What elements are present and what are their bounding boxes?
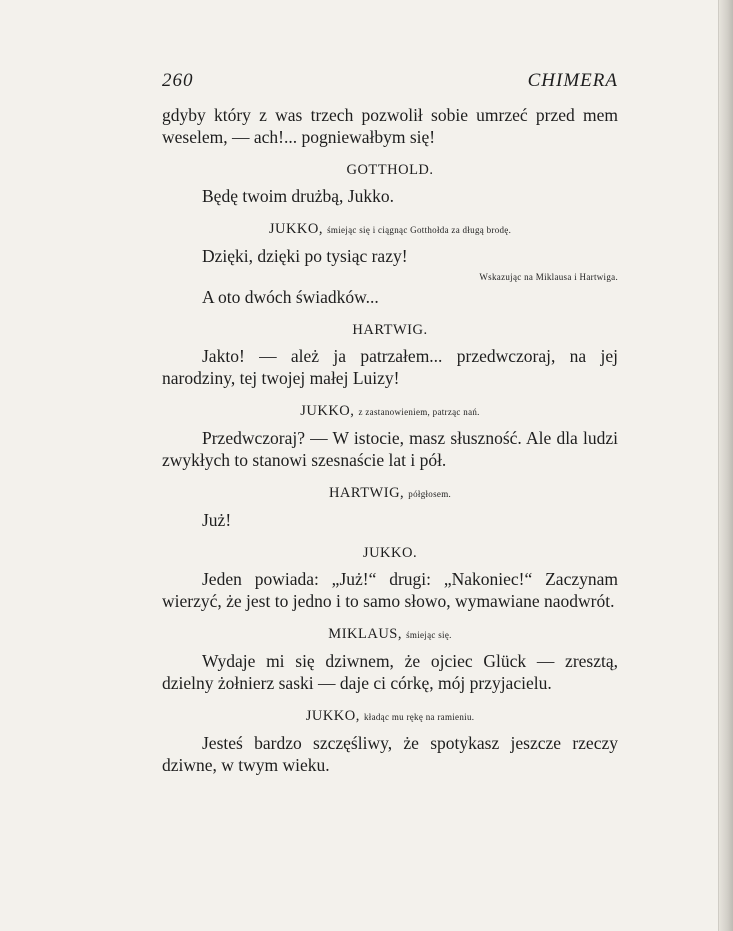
running-title: CHIMERA xyxy=(527,70,618,91)
speaker-name: GOTTHOLD. xyxy=(346,162,434,178)
speaker-name: JUKKO. xyxy=(362,545,418,561)
speaker-direction: z zastanowieniem, patrząc nań. xyxy=(358,407,480,417)
paragraph: Jesteś bardzo szczęśliwy, że spotykasz jeszcze rzeczy dziwne, w twym wieku. xyxy=(162,733,618,775)
paragraph: Jakto! — ależ ja patrzałem... przedwczoraj, na jej narodziny, tej twojej małej Luizy! xyxy=(162,346,618,388)
speaker-name: JUKKO, xyxy=(300,403,355,419)
paragraph: gdyby który z was trzech pozwolił sobie umrzeć przed mem weselem, — ach!... pogniewałbym się! xyxy=(162,105,618,147)
paragraph: Już! xyxy=(202,510,232,530)
speaker-heading xyxy=(162,220,618,239)
speaker-heading xyxy=(162,402,618,421)
speaker-name: JUKKO, xyxy=(305,708,360,724)
page-edge xyxy=(719,0,733,931)
paragraph: Jeden powiada: „Już!“ drugi: „Nakoniec!“ Zaczynam wierzyć, że jest to jedno i to samo słowo, wymawiane naodwrót. xyxy=(162,569,618,611)
speaker-name: MIKLAUS, xyxy=(328,626,402,642)
speaker-direction: śmiejąc się i ciągnąc Gotthołda za długą brodę. xyxy=(327,225,512,235)
speaker-name: HARTWIG. xyxy=(352,322,428,338)
speaker-direction: kładąc mu rękę na ramieniu. xyxy=(363,712,475,722)
paragraph: A oto dwóch świadków... xyxy=(202,287,379,307)
speaker-heading xyxy=(162,321,618,339)
speaker-direction: śmiejąc się. xyxy=(406,630,452,640)
speaker-heading xyxy=(162,544,618,562)
speaker-heading xyxy=(162,707,618,726)
speaker-name: HARTWIG, xyxy=(328,485,405,501)
page-number: 260 xyxy=(162,70,194,91)
speaker-heading xyxy=(162,625,618,644)
paragraph: Przedwczoraj? — W istocie, masz słuszność. Ale dla ludzi zwykłych to stanowi szesnaście lat i pół. xyxy=(162,428,618,470)
paragraph: Wydaje mi się dziwnem, że ojciec Glück — zresztą, dzielny żołnierz saski — daje ci córkę, mój przyjacielu. xyxy=(162,651,618,693)
paragraph: Będę twoim drużbą, Jukko. xyxy=(202,186,394,206)
speaker-heading xyxy=(162,161,618,179)
text-block xyxy=(162,70,618,776)
stage-direction: Wskazując na Miklausa i Hartwiga. xyxy=(479,272,618,282)
paragraph: Dzięki, dzięki po tysiąc razy! xyxy=(202,246,408,266)
page-header xyxy=(162,70,618,92)
speaker-direction: półgłosem. xyxy=(408,489,452,499)
speaker-name: JUKKO, xyxy=(268,221,323,237)
speaker-heading xyxy=(162,484,618,503)
